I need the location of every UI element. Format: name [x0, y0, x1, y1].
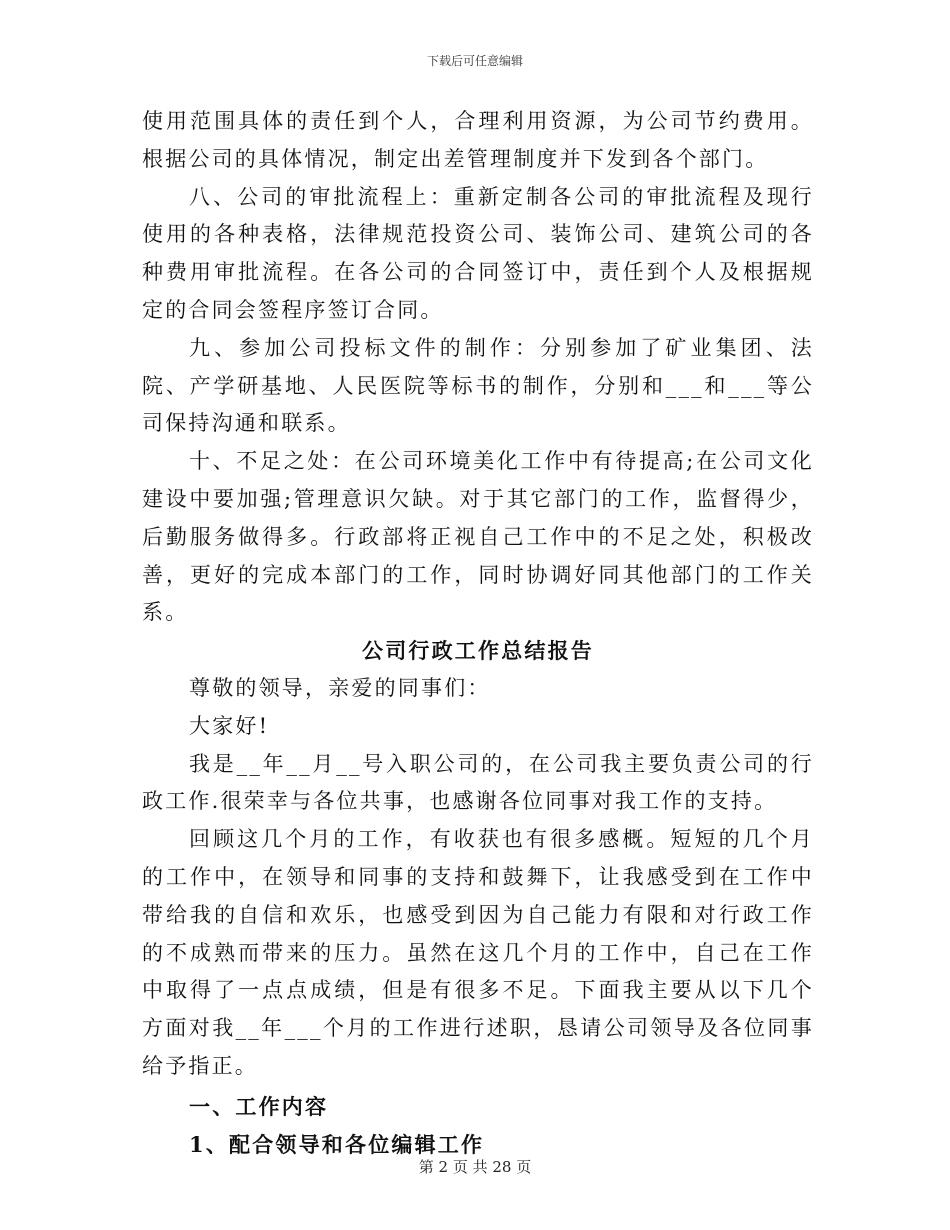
intro-paragraph: 我是__年__月__号入职公司的，在公司我主要负责公司的行政工作.很荣幸与各位共事，也感谢各位同事对我工作的支持。: [142, 751, 814, 814]
section-heading-work-content: 一、工作内容: [189, 1093, 329, 1119]
page-number: 第 2 页 共 28 页: [418, 1158, 532, 1176]
paragraph-continuation: 使用范围具体的责任到个人，合理利用资源，为公司节约费用。根据公司的具体情况，制定出差管理制度并下发到各个部门。: [142, 109, 814, 171]
report-title: 公司行政工作总结报告: [362, 638, 594, 664]
document-body: [142, 103, 814, 1163]
salutation: 尊敬的领导，亲爱的同事们：: [189, 675, 491, 700]
review-paragraph: 回顾这几个月的工作，有收获也有很多感概。短短的几个月的工作中，在领导和同事的支持和鼓舞下，让我感受到在工作中带给我的自信和欢乐，也感受到因为自己能力有限和对行政工作的不成熟而带来的压力。虽然在这几个月的工作中，自己在工作中取得了一点点成绩，但是有很多不足。下面我主要从以下几个方面对我__年___个月的工作进行述职，恳请公司领导及各位同事给予指正。: [142, 827, 814, 1078]
paragraph-item-8: 八、公司的审批流程上：重新定制各公司的审批流程及现行使用的各种表格，法律规范投资公司、装饰公司、建筑公司的各种费用审批流程。在各公司的合同签订中，责任到个人及根据规定的合同会签程序签订合同。: [142, 184, 814, 322]
page-header: 下载后可任意编辑: [426, 54, 523, 68]
paragraph-item-10: 十、不足之处：在公司环境美化工作中有待提高;在公司文化建设中要加强;管理意识欠缺。对于其它部门的工作，监督得少，后勤服务做得多。行政部将正视自己工作中的不足之处，积极改善，更好的完成本部门的工作，同时协调好同其他部门的工作关系。: [142, 449, 814, 625]
subsection-heading-cooperate: 1、配合领导和各位编辑工作: [189, 1131, 485, 1157]
greeting: 大家好!: [189, 713, 270, 738]
paragraph-item-9: 九、参加公司投标文件的制作：分别参加了矿业集团、法院、产学研基地、人民医院等标书的制作，分别和___和___等公司保持沟通和联系。: [142, 335, 814, 436]
